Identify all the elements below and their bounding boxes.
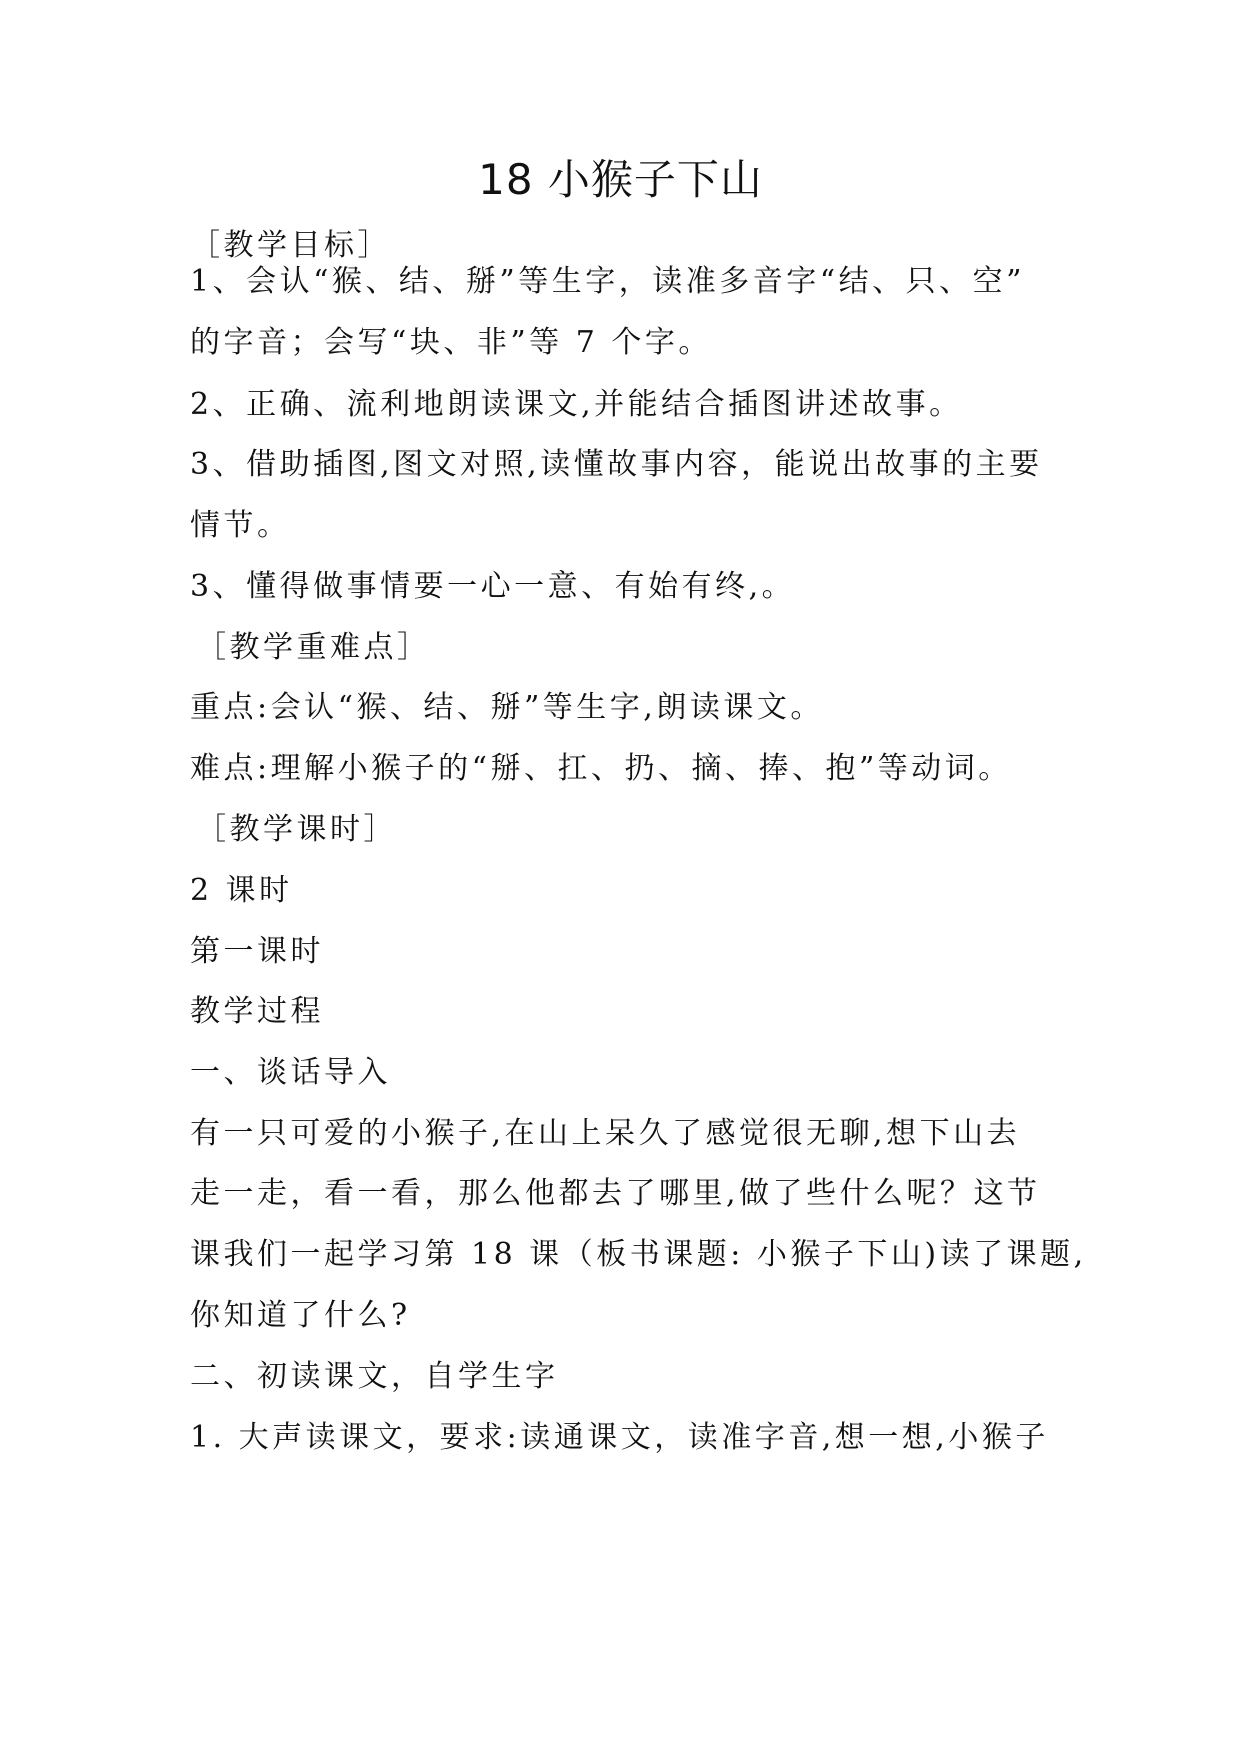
paragraph-line: 有一只可爱的小猴子,在山上呆久了感觉很无聊,想下山去: [190, 1116, 1021, 1151]
document-title: 18 小猴子下山: [478, 155, 763, 204]
paragraph-line: 课我们一起学习第 18 课（板书课题: 小猴子下山)读了课题,: [190, 1237, 1087, 1272]
section-heading-lesson-hours: ［教学课时］: [196, 812, 397, 847]
paragraph-line: 1、会认“猴、结、掰”等生字，读准多音字“结、只、空”: [190, 264, 1025, 299]
paragraph-line: 教学过程: [190, 994, 324, 1029]
paragraph-line: 二、初读课文，自学生字: [190, 1359, 559, 1394]
paragraph-line: 的字音；会写“块、非”等 7 个字。: [190, 325, 712, 360]
paragraph-line: 重点:会认“猴、结、掰”等生字,朗读课文。: [190, 690, 824, 725]
paragraph-line: 3、懂得做事情要一心一意、有始有终,。: [190, 569, 796, 604]
paragraph-line: 1. 大声读课文，要求:读通课文，读准字音,想一想,小猴子: [190, 1420, 1049, 1455]
section-heading-objectives: ［教学目标］: [190, 228, 391, 263]
section-heading-key-points: ［教学重难点］: [196, 630, 431, 665]
paragraph-line: 情节。: [190, 508, 291, 543]
paragraph-line: 第一课时: [190, 934, 324, 969]
paragraph-line: 2 课时: [190, 873, 293, 908]
paragraph-line: 2、正确、流利地朗读课文,并能结合插图讲述故事。: [190, 387, 963, 422]
paragraph-line: 3、借助插图,图文对照,读懂故事内容，能说出故事的主要: [190, 447, 1043, 482]
paragraph-line: 你知道了什么?: [190, 1298, 411, 1333]
paragraph-line: 走一走，看一看，那么他都去了哪里,做了些什么呢？这节: [190, 1176, 1041, 1211]
paragraph-line: 难点:理解小猴子的“掰、扛、扔、摘、捧、抱”等动词。: [190, 751, 1012, 786]
paragraph-line: 一、谈话导入: [190, 1055, 391, 1090]
